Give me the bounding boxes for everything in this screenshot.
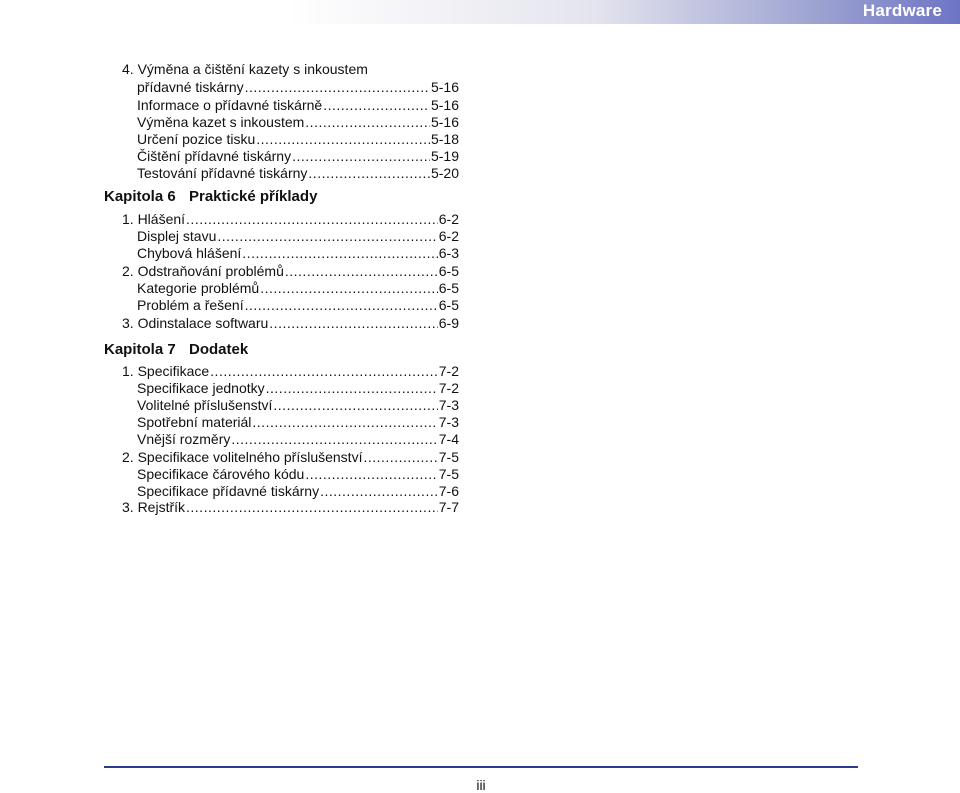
toc-entry-page: 7-3	[438, 414, 459, 430]
toc-subsection-entry[interactable]	[137, 244, 459, 262]
toc-entry-page: 6-3	[438, 245, 459, 261]
toc-entry-page: 5-16	[430, 114, 459, 130]
toc-leader-dots	[231, 430, 437, 448]
toc-entry-page: 7-4	[438, 431, 459, 447]
toc-entry-page: 5-16	[430, 97, 459, 113]
toc-leader-dots	[252, 413, 437, 431]
toc-leader-dots	[363, 448, 437, 466]
toc-entry-title: Čištění přídavné tiskárny	[137, 148, 292, 164]
page-number: iii	[476, 777, 486, 793]
toc-entry-title: Vnější rozměry	[137, 431, 231, 447]
toc-subsection-entry[interactable]	[137, 147, 459, 165]
toc-entry-title: Kategorie problémů	[137, 280, 260, 296]
toc-entry-page: 6-5	[438, 297, 459, 313]
toc-leader-dots	[242, 244, 437, 262]
toc-entry-title: Spotřební materiál	[137, 414, 252, 430]
toc-entry-title: Volitelné příslušenství	[137, 397, 273, 413]
chapter-label: Kapitola 6	[104, 188, 176, 205]
toc-entry-title: Informace o přídavné tiskárně	[137, 97, 323, 113]
toc-entry-title: 2. Specifikace volitelného příslušenství	[122, 449, 363, 465]
toc-section-entry[interactable]	[122, 448, 459, 466]
toc-entry-page: 6-2	[438, 228, 459, 244]
chapter-heading	[104, 187, 317, 207]
footer-rule	[104, 766, 858, 768]
toc-section-entry[interactable]	[122, 210, 459, 228]
toc-subsection-entry[interactable]	[137, 164, 459, 182]
toc-subsection-entry[interactable]	[137, 465, 459, 483]
toc-leader-dots	[273, 396, 437, 414]
toc-entry-page: 7-5	[438, 466, 459, 482]
toc-subsection-entry[interactable]	[137, 296, 459, 314]
toc-entry-title: Výměna kazet s inkoustem	[137, 114, 305, 130]
toc-entry-title: 1. Specifikace	[122, 363, 210, 379]
toc-entry-title: 1. Hlášení	[122, 211, 186, 227]
toc-leader-dots	[266, 379, 438, 397]
toc-leader-dots	[305, 465, 437, 483]
toc-leader-dots	[292, 147, 430, 165]
toc-entry-page: 5-20	[430, 165, 459, 181]
toc-entry-title: Specifikace jednotky	[137, 380, 265, 396]
toc-leader-dots	[245, 78, 430, 96]
toc-leader-dots	[260, 279, 438, 297]
toc-entry-title: Specifikace čárového kódu	[137, 466, 305, 482]
chapter-title: Praktické příklady	[189, 188, 318, 205]
toc-subsection-entry[interactable]	[137, 279, 459, 297]
toc-entry-page: 7-6	[438, 483, 459, 499]
toc-leader-dots	[285, 262, 438, 280]
toc-entry-page: 7-2	[438, 363, 459, 379]
toc-subsection-entry[interactable]	[137, 96, 459, 114]
toc-entry-page: 7-3	[438, 397, 459, 413]
toc-entry-title: 2. Odstraňování problémů	[122, 263, 284, 279]
toc-leader-dots	[256, 130, 430, 148]
toc-subsection-entry[interactable]	[137, 113, 459, 131]
chapter-heading	[104, 340, 248, 360]
toc-section-entry[interactable]	[122, 498, 459, 516]
toc-entry-page: 5-19	[430, 148, 459, 164]
toc-entry-title: Displej stavu	[137, 228, 217, 244]
toc-entry-title: přídavné tiskárny	[137, 79, 244, 95]
toc-entry-page: 6-2	[438, 211, 459, 227]
toc-entry-page: 6-9	[438, 315, 459, 331]
toc-entry-title: Určení pozice tisku	[137, 131, 256, 147]
toc-subsection-entry[interactable]	[137, 227, 459, 245]
toc-section-entry[interactable]	[122, 314, 459, 332]
toc-leader-dots	[217, 227, 437, 245]
toc-entry-title: 3. Rejstřík	[122, 499, 186, 515]
toc-entry-page: 7-5	[438, 449, 459, 465]
toc-entry-page: 6-5	[438, 263, 459, 279]
toc-section-title: 4. Výměna a čištění kazety s inkoustem	[122, 61, 368, 77]
toc-leader-dots	[210, 362, 438, 380]
toc-entry-page: 5-18	[430, 131, 459, 147]
toc-leader-dots	[305, 113, 430, 131]
toc-subsection-entry[interactable]	[137, 130, 459, 148]
toc-section-entry[interactable]	[122, 262, 459, 280]
toc-subsection-entry[interactable]	[137, 413, 459, 431]
toc-leader-dots	[186, 498, 438, 516]
toc-entry-title: Problém a řešení	[137, 297, 244, 313]
toc-entry-title: Testování přídavné tiskárny	[137, 165, 308, 181]
toc-entry-title: Specifikace přídavné tiskárny	[137, 483, 320, 499]
header-title: Hardware	[862, 1, 942, 20]
toc-section-entry[interactable]	[137, 78, 459, 96]
toc-entry-page: 6-5	[438, 280, 459, 296]
toc-leader-dots	[269, 314, 437, 332]
toc-subsection-entry[interactable]	[137, 396, 459, 414]
toc-leader-dots	[323, 96, 430, 114]
toc-subsection-entry[interactable]	[137, 430, 459, 448]
toc-leader-dots	[308, 164, 430, 182]
chapter-title: Dodatek	[189, 341, 249, 358]
toc-leader-dots	[186, 210, 438, 228]
chapter-label: Kapitola 7	[104, 341, 176, 358]
toc-section-entry[interactable]	[122, 362, 459, 380]
toc-entry-page: 7-2	[438, 380, 459, 396]
toc-leader-dots	[245, 296, 438, 314]
toc-entry-title: 3. Odinstalace softwaru	[122, 315, 269, 331]
toc-entry-page: 5-16	[430, 79, 459, 95]
toc-entry-page: 7-7	[438, 499, 459, 515]
toc-entry-title: Chybová hlášení	[137, 245, 242, 261]
toc-subsection-entry[interactable]	[137, 379, 459, 397]
